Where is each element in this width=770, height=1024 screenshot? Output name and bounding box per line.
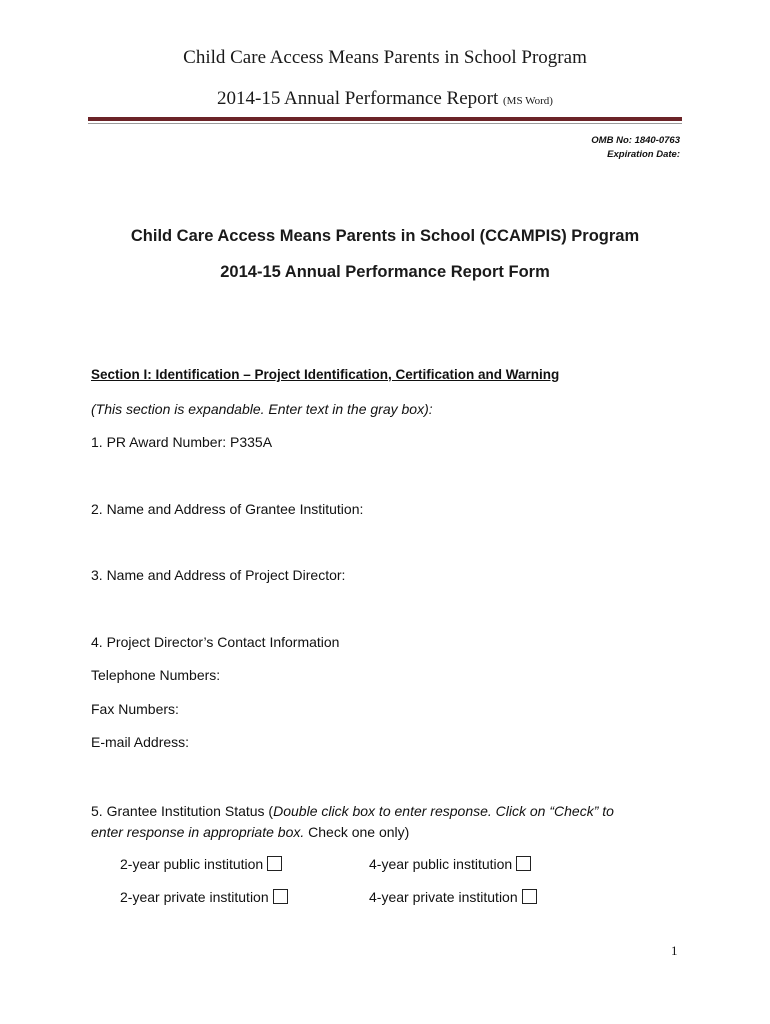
option-4yr-private <box>369 889 537 905</box>
grantee-institution-label: 2. Name and Address of Grantee Institution: <box>91 501 364 517</box>
status-prefix: 5. Grantee Institution Status ( <box>91 803 274 819</box>
contact-info-label: 4. Project Director’s Contact Information <box>91 634 340 650</box>
running-header-format-note: (MS Word) <box>503 95 553 107</box>
option-2yr-public <box>120 856 282 872</box>
institution-status-question <box>91 801 681 843</box>
option-label: 2-year private institution <box>120 889 269 905</box>
status-instruction-2: enter response in appropriate box. <box>91 824 305 840</box>
form-title: Child Care Access Means Parents in School (CCAMPIS) Program <box>130 227 640 245</box>
checkbox-4yr-private[interactable] <box>522 889 537 904</box>
option-4yr-public <box>369 856 531 872</box>
running-header-title: Child Care Access Means Parents in School Program <box>183 47 587 68</box>
checkbox-2yr-public[interactable] <box>267 856 282 871</box>
omb-expiration-date: Expiration Date: <box>607 149 680 160</box>
page-number: 1 <box>671 943 678 958</box>
form-subtitle: 2014-15 Annual Performance Report Form <box>220 263 550 281</box>
running-header-subtitle-text: 2014-15 Annual Performance Report <box>217 88 499 109</box>
section-note: (This section is expandable. Enter text in the gray box): <box>91 401 433 417</box>
pr-award-number: 1. PR Award Number: P335A <box>91 434 273 450</box>
checkbox-4yr-public[interactable] <box>516 856 531 871</box>
omb-number: OMB No: 1840-0763 <box>591 135 680 146</box>
section-heading: Section I: Identification – Project Identification, Certification and Warning <box>91 367 560 382</box>
status-instruction-1: Double click box to enter response. Click on “Check” to <box>273 803 614 819</box>
checkbox-2yr-private[interactable] <box>273 889 288 904</box>
header-rule-thick <box>88 117 682 121</box>
email-label: E-mail Address: <box>91 734 190 750</box>
option-label: 4-year private institution <box>369 889 518 905</box>
header-rule-thin <box>88 123 682 124</box>
option-label: 2-year public institution <box>120 856 264 872</box>
status-suffix: Check one only) <box>304 824 410 840</box>
option-label: 4-year public institution <box>369 856 513 872</box>
fax-label: Fax Numbers: <box>91 701 179 717</box>
omb-block <box>591 134 680 162</box>
running-header-subtitle <box>0 88 770 110</box>
option-2yr-private <box>120 889 288 905</box>
project-director-label: 3. Name and Address of Project Director: <box>91 567 346 583</box>
telephone-label: Telephone Numbers: <box>91 667 221 683</box>
